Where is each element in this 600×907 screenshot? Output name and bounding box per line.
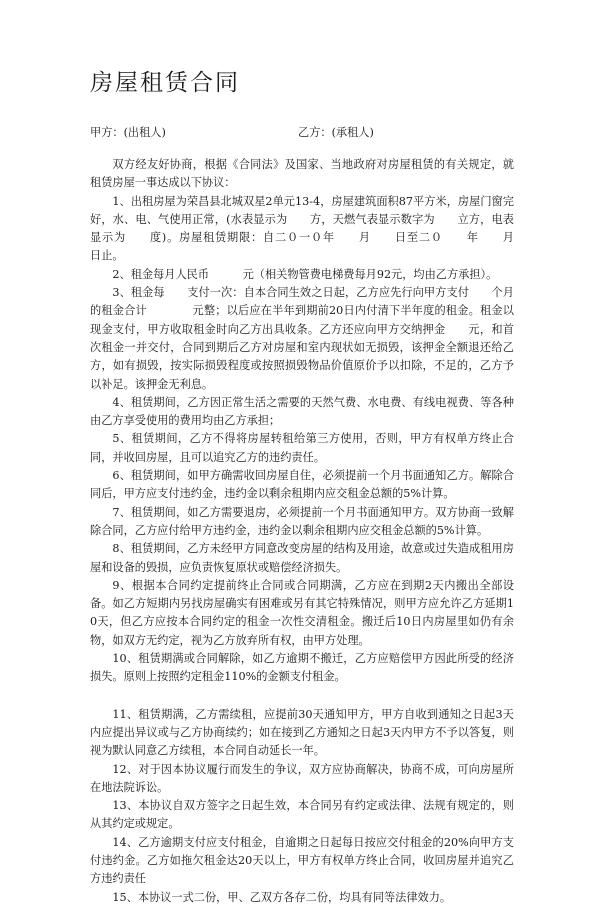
contract-body (90, 156, 537, 907)
clause-7: 7、租赁期间，如乙方需要退房，必须提前一个月书面通知甲方。双方协商一致解除合同，乙方应付给甲方违约金，违约金以剩余租期内应交租金总额的5%计算。 (90, 505, 514, 537)
clause-12: 12、对于因本协议履行而发生的争议，双方应协商解决，协商不成，可向房屋所在地法院诉讼。 (90, 762, 514, 794)
clause-6: 6、租赁期间，如甲方确需收回房屋自住，必须提前一个月书面通知乙方。解除合同后，甲方应支付违约金，违约金以剩余租期内应交租金总额的5%计算。 (90, 469, 514, 501)
clause-5: 5、租赁期间，乙方不得将房屋转租给第三方使用，否则，甲方有权单方终止合同，并收回房屋，且可以追究乙方的违约责任。 (90, 432, 514, 464)
clause-15: 15、本协议一式二份，甲、乙双方各存二份，均具有同等法律效力。 (112, 890, 452, 904)
party-b-label: 乙方：(承租人) (298, 126, 374, 139)
clause-11: 11、租赁期满，乙方需续租，应提前30天通知甲方，甲方自收到通知之日起3天内应提出异议或与乙方协商续约；如在接到乙方通知之日起3天内甲方不予以答复，则视为默认同意乙方续租，本合同自动延长一年。 (90, 707, 514, 758)
clause-9: 9、根据本合同约定提前终止合同或合同期满，乙方应在到期2天内搬出全部设备。如乙方短期内另找房屋确实有困难或另有其它特殊情况，则甲方应允许乙方延期10天，但乙方应按本合同约定的租金一次性交清租金。搬迁后10日内房屋里如仍有余物，如双方无约定，视为乙方放弃所有权，由甲方处理。 (90, 578, 514, 647)
clause-14: 14、乙方逾期支付应支付租金，自逾期之日起每日按应交付租金的20%向甲方支付违约金。乙方如拖欠租金达20天以上，甲方有权单方终止合同，收回房屋并追究乙方违约责任 (90, 835, 514, 886)
clause-2: 2、租金每月人民币 元（相关物管费电梯费每月92元，均由乙方承担）。 (112, 267, 498, 281)
intro-paragraph: 双方经友好协商，根据《合同法》及国家、当地政府对房屋租赁的有关规定，就租赁房屋一事达成以下协议： (90, 158, 514, 190)
clause-10: 10、租赁期满或合同解除，如乙方逾期不搬迁，乙方应赔偿甲方因此所受的经济损失。原则上按照约定租金110%的金额支付租金。 (90, 652, 514, 684)
party-a-label: 甲方：(出租人) (90, 126, 166, 139)
clause-13: 13、本协议自双方签字之日起生效，本合同另有约定或法律、法规有规定的，则从其约定或规定。 (90, 799, 514, 831)
document-title: 房屋租赁合同 (90, 70, 240, 96)
clause-4: 4、租赁期间，乙方因正常生活之需要的天然气费、水电费、有线电视费、等各种由乙方享受使用的费用均由乙方承担； (90, 395, 514, 428)
clause-8: 8、租赁期间，乙方未经甲方同意改变房屋的结构及用途，故意或过失造成租用房屋和设备的毁损，应负责恢复原状或赔偿经济损失。 (90, 542, 514, 574)
parties-line (90, 124, 514, 142)
clause-1: 1、出租房屋为荣昌县北城双星2单元13-4，房屋建筑面积87平方米，房屋门窗完好，水、电、气使用正常，(水表显示为 方，天燃气表显示数字为 立方，电表显示为 度)。房屋租赁期限：自二０一０年 月 日至二０ 年 月 日止。 (90, 194, 537, 263)
clause-3: 3、租金每 支付一次：自本合同生效之日起，乙方应先行向甲方支付 个月的租金合计 元整；以后应在半年到期前20日内付清下半年度的租金。租金以现金支付，甲方收取租金时向乙方出具收条。乙方还应向甲方交纳押金 元，和首次租金一并交付，合同到期后乙方对房屋和室内现状如无损毁，该押金全额退还给乙方，如有损毁，按实际损毁程度或按照损毁物品价值原价予以扣除，不足的，乙方予以补足。该押金无利息。 (90, 286, 514, 391)
